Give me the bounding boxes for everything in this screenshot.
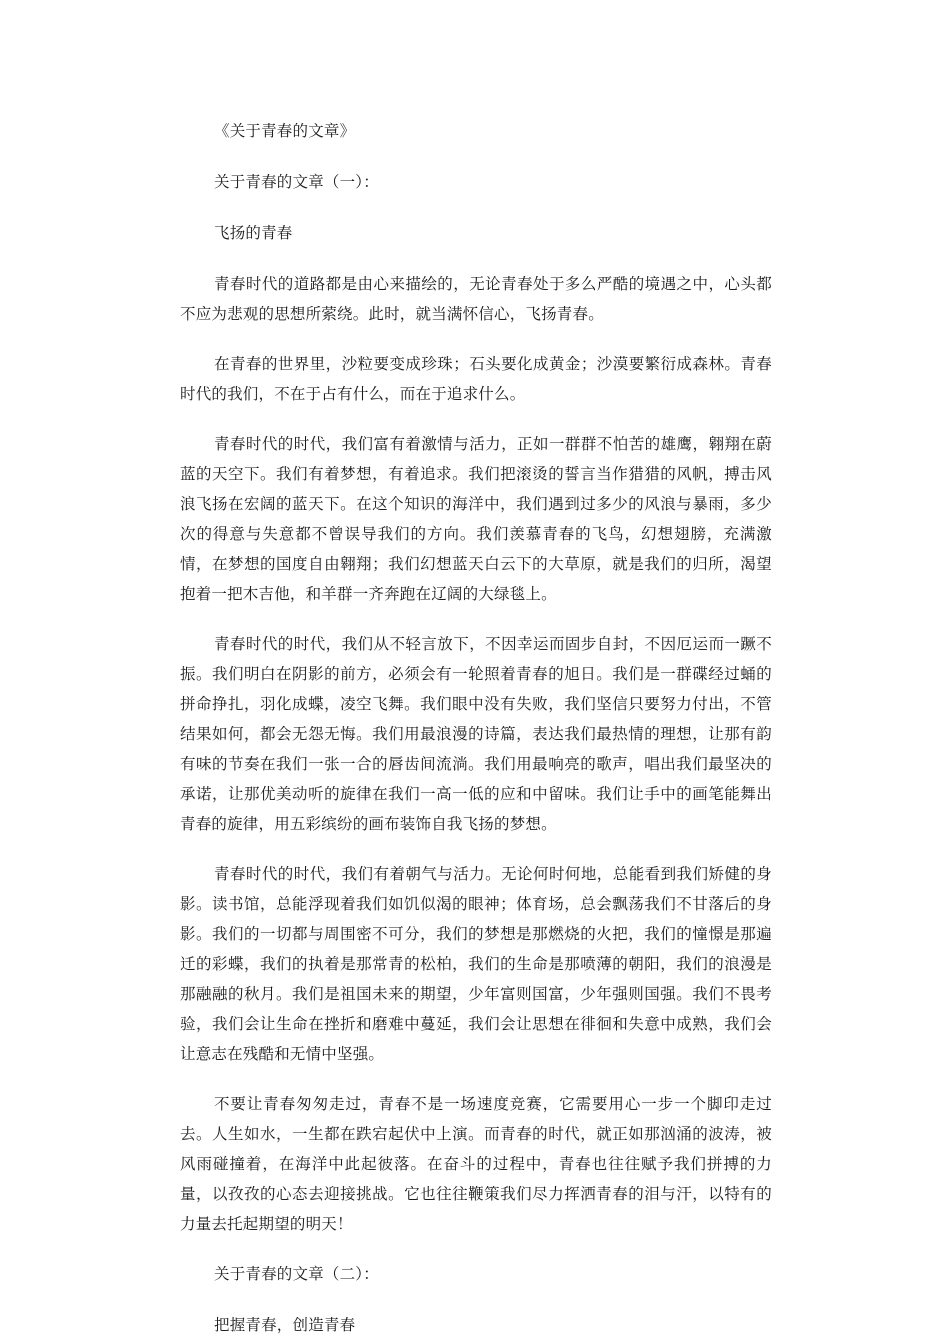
paragraph-4: 青春时代的时代，我们从不轻言放下，不因幸运而固步自封，不因厄运而一蹶不振。我们明白在阴影的前方，必须会有一轮照着青春的旭日。我们是一群碟经过蛹的拼命挣扎，羽化成蝶，凌空飞舞。我们眼中没有失败，我们坚信只要努力付出，不管结果如何，都会无怨无悔。我们用最浪漫的诗篇，表达我们最热情的理想，让那有韵有味的节奏在我们一张一合的唇齿间流淌。我们用最响亮的歌声，唱出我们最坚决的承诺，让那优美动听的旋律在我们一高一低的应和中留味。我们让手中的画笔能舞出青春的旋律，用五彩缤纷的画布装饰自我飞扬的梦想。 xyxy=(180,635,772,833)
paragraph-1: 青春时代的道路都是由心来描绘的，无论青春处于多么严酷的境遇之中，心头都不应为悲观的思想所萦绕。此时，就当满怀信心，飞扬青春。 xyxy=(180,275,772,323)
paragraph-6: 不要让青春匆匆走过，青春不是一场速度竞赛，它需要用心一步一个脚印走过去。人生如水，一生都在跌宕起伏中上演。而青春的时代，就正如那汹涌的波涛，被风雨碰撞着，在海洋中此起彼落。在奋斗的过程中，青春也往往赋予我们拼搏的力量，以孜孜的心态去迎接挑战。它也往往鞭策我们尽力挥洒青春的泪与汗，以特有的力量去托起期望的明天！ xyxy=(180,1095,772,1233)
document-title: 《关于青春的文章》 xyxy=(214,122,356,140)
paragraph-3: 青春时代的时代，我们富有着激情与活力，正如一群群不怕苦的雄鹰，翱翔在蔚蓝的天空下。我们有着梦想，有着追求。我们把滚烫的誓言当作猎猎的风帆，搏击风浪飞扬在宏阔的蓝天下。在这个知识的海洋中，我们遇到过多少的风浪与暴雨，多少次的得意与失意都不曾误导我们的方向。我们羡慕青春的飞鸟，幻想翅膀，充满激情，在梦想的国度自由翱翔；我们幻想蓝天白云下的大草原，就是我们的归所，渴望抱着一把木吉他，和羊群一齐奔跑在辽阔的大绿毯上。 xyxy=(180,435,772,603)
section-2-heading: 关于青春的文章（二）： xyxy=(214,1265,379,1283)
paragraph-2: 在青春的世界里，沙粒要变成珍珠；石头要化成黄金；沙漠要繁衍成森林。青春时代的我们，不在于占有什么，而在于追求什么。 xyxy=(180,355,772,403)
document-body xyxy=(180,116,772,1340)
paragraph-5: 青春时代的时代，我们有着朝气与活力。无论何时何地，总能看到我们矫健的身影。读书馆，总能浮现着我们如饥似渴的眼神；体育场，总会飘荡我们不甘落后的身影。我们的一切都与周围密不可分，我们的梦想是那燃烧的火把，我们的憧憬是那遍迁的彩蝶，我们的执着是那常青的松柏，我们的生命是那喷薄的朝阳，我们的浪漫是那融融的秋月。我们是祖国未来的期望，少年富则国富，少年强则国强。我们不畏考验，我们会让生命在挫折和磨难中蔓延，我们会让思想在徘徊和失意中成熟，我们会让意志在残酷和无情中坚强。 xyxy=(180,865,772,1063)
section-1-heading: 关于青春的文章（一）： xyxy=(214,173,379,191)
article-1-title: 飞扬的青春 xyxy=(214,224,293,242)
article-2-title: 把握青春，创造青春 xyxy=(214,1316,356,1334)
